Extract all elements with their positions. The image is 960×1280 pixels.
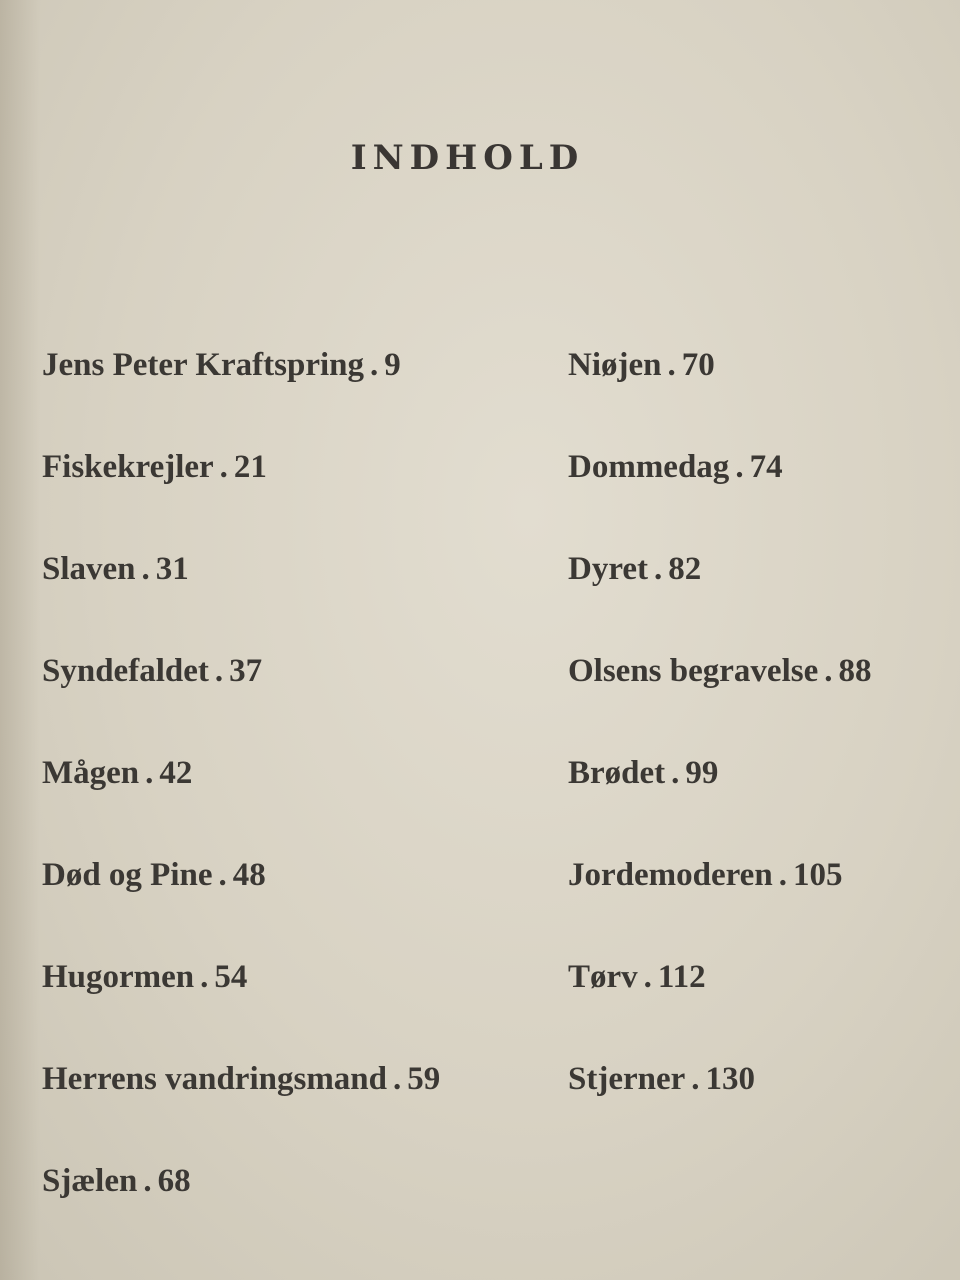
toc-separator: . [393,1061,402,1097]
toc-entry-page: 37 [229,653,263,689]
toc-entry [42,748,440,850]
toc-separator: . [141,551,150,587]
toc-entry-page: 99 [685,755,719,791]
toc-entry-title: Jordemoderen [568,857,773,893]
toc-separator: . [145,755,154,791]
toc-entry-title: Fiskekrejler [42,449,214,485]
toc-entry [42,544,440,646]
toc-entry-page: 21 [233,449,267,485]
toc-entry-title: Mågen [42,755,140,791]
toc-entry-title: Dommedag [568,449,730,485]
toc-separator: . [691,1061,700,1097]
toc-entry-page: 68 [157,1163,191,1199]
toc-entry [42,340,440,442]
toc-entry-title: Stjerner [568,1061,686,1097]
toc-entry [568,748,871,850]
toc-entry [568,544,871,646]
toc-entry [42,1054,440,1156]
toc-entry-page: 112 [657,959,706,995]
toc-entry-page: 70 [681,347,715,383]
toc-entry [568,646,871,748]
toc-entry-page: 130 [705,1061,756,1097]
toc-entry-title: Dyret [568,551,649,587]
toc-separator: . [735,449,744,485]
toc-entry [568,1054,871,1156]
toc-entry-title: Jens Peter Kraftspring [42,347,364,383]
toc-entry-title: Sjælen [42,1163,138,1199]
toc-entry-title: Brødet [568,755,666,791]
toc-separator: . [218,857,227,893]
toc-entry [42,850,440,952]
toc-entry-page: 88 [838,653,872,689]
toc-entry-page: 82 [668,551,702,587]
toc-separator: . [219,449,228,485]
toc-entry-title: Slaven [42,551,136,587]
toc-entry [568,952,871,1054]
toc-separator: . [667,347,676,383]
toc-separator: . [370,347,379,383]
toc-entry-title: Herrens vandringsmand [42,1061,388,1097]
toc-entry [42,442,440,544]
toc-entry [42,646,440,748]
toc-entry-page: 54 [214,959,248,995]
toc-entry-title: Olsens begravelse [568,653,819,689]
toc-separator: . [671,755,680,791]
toc-entry-title: Tørv [568,959,638,995]
toc-entry-page: 42 [159,755,193,791]
toc-entry-title: Hugormen [42,959,195,995]
toc-entry-page: 105 [792,857,843,893]
toc-separator: . [654,551,663,587]
toc-separator: . [200,959,209,995]
toc-left-column [42,340,440,1258]
toc-entry-page: 59 [407,1061,441,1097]
toc-entry-title: Niøjen [568,347,662,383]
toc-separator: . [643,959,652,995]
toc-entry-title: Syndefaldet [42,653,209,689]
page-title: INDHOLD [350,138,585,178]
toc-entry [42,952,440,1054]
toc-entry-page: 9 [384,347,401,383]
toc-entry-page: 31 [155,551,189,587]
toc-entry-page: 74 [749,449,783,485]
toc-entry [42,1156,440,1258]
toc-right-column [568,340,871,1156]
toc-entry-title: Død og Pine [42,857,213,893]
toc-entry [568,850,871,952]
toc-entry [568,442,871,544]
toc-separator: . [824,653,833,689]
toc-separator: . [214,653,224,689]
toc-entry-page: 48 [232,857,266,893]
toc-separator: . [778,857,787,893]
toc-entry [568,340,871,442]
toc-separator: . [143,1163,152,1199]
